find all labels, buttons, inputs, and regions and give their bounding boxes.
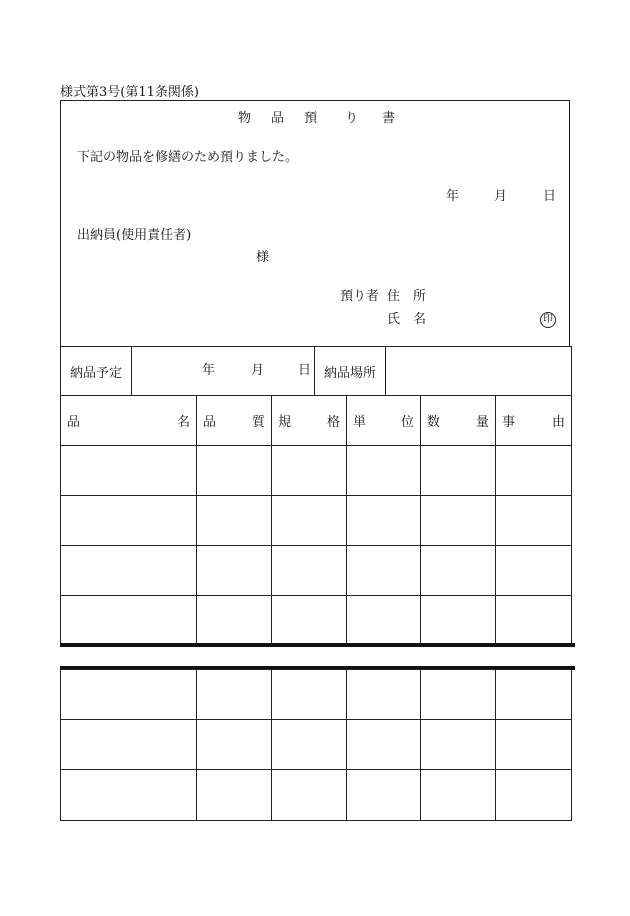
table-row <box>61 720 572 770</box>
item-cell[interactable] <box>61 596 197 646</box>
item-cell[interactable] <box>272 446 347 496</box>
item-cell[interactable] <box>421 546 496 596</box>
item-cell[interactable] <box>272 596 347 646</box>
item-cell[interactable] <box>197 670 272 720</box>
delivery-month-label: 月 <box>251 363 265 378</box>
item-cell[interactable] <box>272 770 347 821</box>
item-cell[interactable] <box>496 596 572 646</box>
addressee-honorific: 様 <box>256 250 270 265</box>
item-cell[interactable] <box>347 670 421 720</box>
item-cell[interactable] <box>347 446 421 496</box>
table-row <box>61 446 572 496</box>
separator-line-upper <box>60 643 575 647</box>
delivery-day-label: 日 <box>298 363 312 378</box>
table-row <box>61 596 572 646</box>
items-table-continued <box>60 669 572 821</box>
receipt-header-frame <box>60 100 570 347</box>
table-row <box>61 770 572 821</box>
item-cell[interactable] <box>197 720 272 770</box>
table-row <box>61 546 572 596</box>
delivery-date-cell[interactable] <box>132 347 315 396</box>
item-cell[interactable] <box>421 670 496 720</box>
header-specification: 規 格 <box>272 396 347 446</box>
item-cell[interactable] <box>421 596 496 646</box>
item-cell[interactable] <box>421 770 496 821</box>
depositor-name-label: 氏 名 <box>387 312 427 327</box>
seal-mark-icon: 印 <box>540 312 556 328</box>
item-cell[interactable] <box>272 670 347 720</box>
title-char: 預 <box>304 111 318 126</box>
item-cell[interactable] <box>61 446 197 496</box>
items-table <box>60 395 572 646</box>
item-cell[interactable] <box>61 546 197 596</box>
item-cell[interactable] <box>272 720 347 770</box>
table-row <box>61 496 572 546</box>
delivery-place-label: 納品場所 <box>315 347 386 396</box>
item-cell[interactable] <box>272 546 347 596</box>
delivery-info-table <box>60 346 572 396</box>
item-cell[interactable] <box>421 720 496 770</box>
item-cell[interactable] <box>197 446 272 496</box>
header-item-name: 品 名 <box>61 396 197 446</box>
item-cell[interactable] <box>61 496 197 546</box>
item-cell[interactable] <box>496 446 572 496</box>
item-cell[interactable] <box>421 446 496 496</box>
delivery-schedule-label: 納品予定 <box>61 347 132 396</box>
item-cell[interactable] <box>496 670 572 720</box>
header-quality: 品 質 <box>197 396 272 446</box>
item-cell[interactable] <box>197 546 272 596</box>
delivery-place-cell[interactable] <box>386 347 572 396</box>
title-char: 品 <box>271 111 285 126</box>
item-cell[interactable] <box>496 496 572 546</box>
item-cell[interactable] <box>347 770 421 821</box>
date-month-label: 月 <box>494 189 508 204</box>
item-cell[interactable] <box>61 770 197 821</box>
title-char: り <box>345 111 359 126</box>
item-cell[interactable] <box>61 670 197 720</box>
header-quantity: 数 量 <box>421 396 496 446</box>
item-cell[interactable] <box>197 770 272 821</box>
date-day-label: 日 <box>543 189 557 204</box>
title-char: 書 <box>382 111 396 126</box>
item-cell[interactable] <box>197 496 272 546</box>
statement-text: 下記の物品を修繕のため預りました。 <box>77 150 299 165</box>
depositor-label: 預り者 <box>340 289 380 304</box>
header-unit: 単 位 <box>347 396 421 446</box>
table-row <box>61 670 572 720</box>
item-cell[interactable] <box>61 720 197 770</box>
item-cell[interactable] <box>347 546 421 596</box>
item-cell[interactable] <box>347 596 421 646</box>
items-header-row <box>61 396 572 446</box>
item-cell[interactable] <box>421 496 496 546</box>
item-cell[interactable] <box>347 496 421 546</box>
depositor-address-label: 住 所 <box>387 289 427 304</box>
delivery-year-label: 年 <box>202 363 216 378</box>
item-cell[interactable] <box>496 770 572 821</box>
title-char: 物 <box>238 111 252 126</box>
header-reason: 事 由 <box>496 396 572 446</box>
item-cell[interactable] <box>496 546 572 596</box>
item-cell[interactable] <box>272 496 347 546</box>
date-year-label: 年 <box>446 189 460 204</box>
item-cell[interactable] <box>197 596 272 646</box>
addressee-label: 出納員(使用責任者) <box>77 228 192 243</box>
item-cell[interactable] <box>496 720 572 770</box>
item-cell[interactable] <box>347 720 421 770</box>
form-number: 様式第3号(第11条関係) <box>60 85 199 100</box>
